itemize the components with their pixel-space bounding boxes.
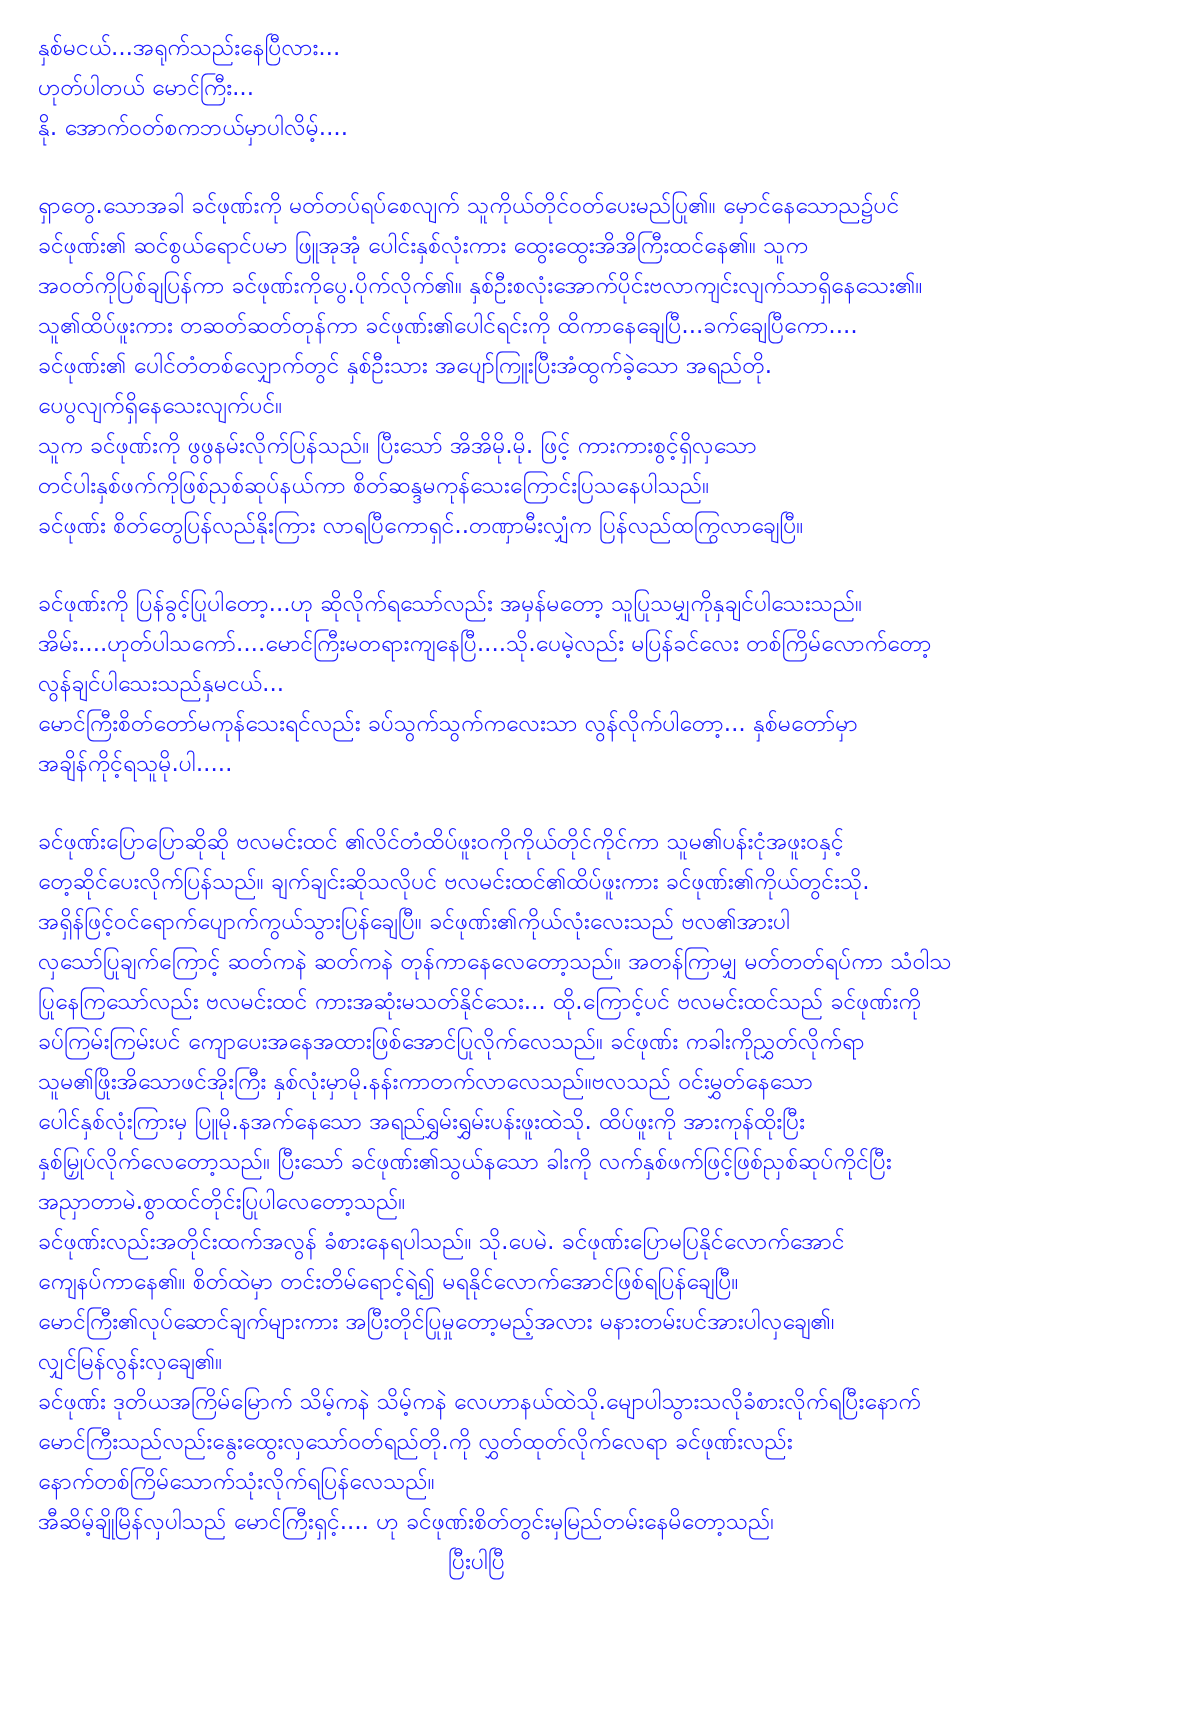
text-line: လှသော်ပြုချက်ကြောင့် ဆတ်ကနဲ ဆတ်ကနဲ တုန်ကာနေလေတော့သည်။ အတန်ကြာမျှ မတ်တတ်ရပ်ကာ သံဝါသ bbox=[38, 949, 952, 975]
paragraph-2 bbox=[38, 186, 1148, 546]
paragraph-4 bbox=[38, 822, 1148, 1542]
paragraph-1 bbox=[38, 28, 1148, 148]
text-line: အညှာတာမဲ.စွာထင်တိုင်းပြုပါလေတော့သည်။ bbox=[38, 1189, 406, 1215]
text-line: ဟုတ်ပါတယ် မောင်ကြီး... bbox=[38, 75, 255, 101]
text-line: နှစ်မငယ်...အရုက်သည်းနေပြီလား... bbox=[38, 35, 341, 61]
text-line: နောက်တစ်ကြိမ်သောက်သုံးလိုက်ရပြန်လေသည်။ bbox=[38, 1469, 435, 1495]
text-line: ခင်ဖုဏ်း၏ ပေါင်တံတစ်လျှောက်တွင် နှစ်ဦးသား အပျော်ကြူးပြီးအံထွက်ခဲ့သော အရည်တို. bbox=[38, 353, 773, 379]
text-line: သူက ခင်ဖုဏ်းကို ဖွဖွနမ်းလိုက်ပြန်သည်။ ပြီးသော် အိအိမို.မို. ဖြင့် ကားကားစွင့်ရှိလှသော bbox=[38, 433, 757, 459]
paragraph-gap bbox=[38, 148, 1148, 186]
text-line: အီဆိမ့်ချိုမြိန်လှပါသည် မောင်ကြီးရှင့်.... ဟု ခင်ဖုဏ်းစိတ်တွင်းမှမြည်တမ်းနေမိတော့သည်၊ bbox=[38, 1509, 775, 1535]
text-line: အချိန်ကိုင့်ရသူမို.ပါ..... bbox=[38, 751, 233, 777]
paragraph-gap bbox=[38, 784, 1148, 822]
text-line: ပြုနေကြသော်လည်း ဗလမင်းထင် ကားအဆုံးမသတ်နိုင်သေး... ထို.ကြောင့်ပင် ဗလမင်းထင်သည် ခင်ဖုဏ်းကို bbox=[38, 989, 921, 1015]
text-line: ကျေနပ်ကာနေ၏။ စိတ်ထဲမှာ တင်းတိမ်ရောင့်ရဲ၍ မရနိုင်လောက်အောင်ဖြစ်ရပြန်ချေပြီ။ bbox=[38, 1269, 739, 1295]
text-line: သူမ၏ဖြိုးအိသောဖင်အိုးကြီး နှစ်လုံးမှာမို.နန်းကာတက်လာလေသည်။ဗလသည် ဝင်းမွှတ်နေသော bbox=[38, 1069, 813, 1095]
text-line: တင်ပါးနှစ်ဖက်ကိုဖြစ်ညှစ်ဆုပ်နယ်ကာ စိတ်ဆန္ဒမကုန်သေးကြောင်းပြသနေပါသည်။ bbox=[38, 473, 710, 499]
text-line: ပေါင်နှစ်လုံးကြားမှ ပြူမို.နအက်နေသော အရည်ရွှမ်းရွှမ်းပန်းဖူးထဲသို. ထိပ်ဖူးကို အားကုန်ထိုးပြီး bbox=[38, 1109, 805, 1135]
text-line: တေ့ဆိုင်ပေးလိုက်ပြန်သည်။ ချက်ချင်းဆိုသလိုပင် ဗလမင်းထင်၏ထိပ်ဖူးကား ခင်ဖုဏ်း၏ကိုယ်တွင်းသို. bbox=[38, 869, 870, 895]
text-line: လျှင်မြန်လွန်းလှချေ၏။ bbox=[38, 1349, 223, 1375]
text-line: ရှာတွေ.သောအခါ ခင်ဖုဏ်းကို မတ်တပ်ရပ်စေလျက် သူကိုယ်တိုင်ဝတ်ပေးမည်ပြု၏။ မှောင်နေသောည၌ပင် bbox=[38, 193, 900, 219]
document-page bbox=[38, 28, 1148, 1582]
text-line: ခင်ဖုဏ်း ဒုတိယအကြိမ်မြောက် သိမ့်ကနဲ သိမ့်ကနဲ လေဟာနယ်ထဲသို.မျောပါသွားသလိုခံစားလိုက်ရပြီးနောက် bbox=[38, 1389, 921, 1415]
paragraph-gap bbox=[38, 546, 1148, 584]
text-line: ခင်ဖုဏ်း၏ ဆင်စွယ်ရောင်ပမာ ဖြူအုအုံ ပေါင်းနှစ်လုံးကား ထွေးထွေးအိအိကြီးထင်နေ၏။ သူက bbox=[38, 233, 808, 259]
paragraph-3 bbox=[38, 584, 1148, 784]
text-line: လွန်ချင်ပါသေးသည်နှမငယ်... bbox=[38, 671, 285, 697]
text-line: ခင်ဖုဏ်းပြောပြောဆိုဆို ဗလမင်းထင် ၏လိင်တံထိပ်ဖူးဝကိုကိုယ်တိုင်ကိုင်ကာ သူမ၏ပန်းငုံအဖူးဝနှင့် bbox=[38, 829, 844, 855]
text-line: ခင်ဖုဏ်း စိတ်တွေပြန်လည်နိုးကြား လာရပြီကောရှင်..တဏှာမီးလျှံက ပြန်လည်ထကြွလာချေပြီ။ bbox=[38, 513, 804, 539]
text-line: အိမ်း....ဟုတ်ပါသကော်....မောင်ကြီးမတရားကျနေပြီ....သို.ပေမဲ့လည်း မပြန်ခင်လေး တစ်ကြိမ်လောက်တော့ bbox=[38, 631, 932, 657]
text-line: အဝတ်ကိုပြစ်ချပြန်ကာ ခင်ဖုဏ်းကိုပွေ.ပိုက်လိုက်၏။ နှစ်ဦးစလုံးအောက်ပိုင်းဗလာကျင်းလျက်သာရှိနေသေး၏။ bbox=[38, 273, 923, 299]
text-line: ခင်ဖုဏ်းကို ပြန်ခွင့်ပြုပါတော့...ဟု ဆိုလိုက်ရသော်လည်း အမှန်မတော့ သူပြုသမျှကိုနှချင်ပါသေးသည်။ bbox=[38, 591, 863, 617]
text-line: သူ၏ထိပ်ဖူးကား တဆတ်ဆတ်တုန်ကာ ခင်ဖုဏ်း၏ပေါင်ရင်းကို ထိကာနေချေပြီ...ခက်ချေပြီကော.... bbox=[38, 313, 858, 339]
text-line: နှစ်မြှုပ်လိုက်လေတော့သည်။ ပြီးသော် ခင်ဖုဏ်း၏သွယ်နသော ခါးကို လက်နှစ်ဖက်ဖြင့်ဖြစ်ညှစ်ဆုပ်ကိုင်ပြီး bbox=[38, 1149, 892, 1175]
ending-text: ပြီးပါပြီ bbox=[448, 1549, 505, 1575]
text-line: မောင်ကြီးစိတ်တော်မကုန်သေးရင်လည်း ခပ်သွက်သွက်ကလေးသာ လွန်လိုက်ပါတော့... နှစ်မတော်မှာ bbox=[38, 711, 858, 737]
text-line: မောင်ကြီးသည်လည်းနွေးထွေးလှသော်ဝတ်ရည်တို.ကို လွှတ်ထုတ်လိုက်လေရာ ခင်ဖုဏ်းလည်း bbox=[38, 1429, 793, 1455]
text-line: ခင်ဖုဏ်းလည်းအတိုင်းထက်အလွန် ခံစားနေရပါသည်။ သို.ပေမဲ. ခင်ဖုဏ်းပြောမပြနိုင်လောက်အောင် bbox=[38, 1229, 845, 1255]
text-line: မောင်ကြီး၏လုပ်ဆောင်ချက်များကား အပြီးတိုင်ပြုမှုတော့မည့်အလား မနားတမ်းပင်အားပါလှချေ၏၊ bbox=[38, 1309, 835, 1335]
text-line: ခပ်ကြမ်းကြမ်းပင် ကျောပေးအနေအထားဖြစ်အောင်ပြုလိုက်လေသည်။ ခင်ဖုဏ်း ကခါးကိုညွှတ်လိုက်ရာ bbox=[38, 1029, 865, 1055]
text-line: ပေပွလျက်ရှိနေသေးလျက်ပင်။ bbox=[38, 393, 283, 419]
text-line: နို. အောက်ဝတ်စကဘယ်မှာပါလိမ့်.... bbox=[38, 115, 349, 141]
text-line: အရှိန်ဖြင့်ဝင်ရောက်ပျောက်ကွယ်သွားပြန်ချေပြီ။ ခင်ဖုဏ်း၏ကိုယ်လုံးလေးသည် ဗလ၏အားပါ bbox=[38, 909, 791, 935]
